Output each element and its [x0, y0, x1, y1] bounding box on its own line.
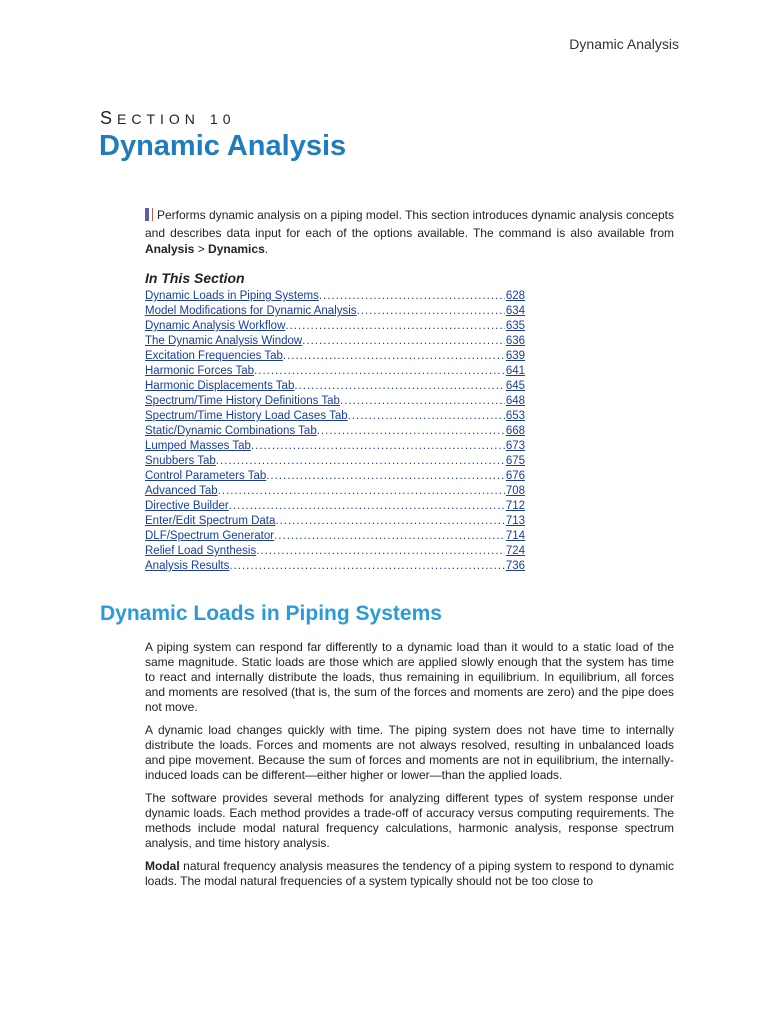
- intro-text: Performs dynamic analysis on a piping model. This section introduces dynamic analysis concepts and describes data input for each of the options available. The command is also available from: [145, 208, 674, 240]
- toc-leader-dots: [274, 529, 505, 544]
- modal-term: Modal: [145, 859, 180, 873]
- toc-entry-page[interactable]: 636: [505, 335, 525, 347]
- toc-entry[interactable]: [145, 424, 525, 439]
- paragraph-4-text: natural frequency analysis measures the tendency of a piping system to respond to dynamic loads. The modal natural frequencies of a system typically should not be too close to: [145, 859, 674, 888]
- toc-entry[interactable]: [145, 484, 525, 499]
- toc-leader-dots: [319, 289, 505, 304]
- subsection-title: Dynamic Loads in Piping Systems: [100, 602, 442, 625]
- toc-entry-page[interactable]: 628: [505, 290, 525, 302]
- toc-leader-dots: [283, 349, 505, 364]
- page-title: Dynamic Analysis: [99, 130, 347, 162]
- toc-entry-page[interactable]: 676: [505, 470, 525, 482]
- toc-entry-title[interactable]: Directive Builder: [145, 500, 229, 512]
- menu-dynamics: Dynamics: [208, 242, 265, 256]
- section-label-rest: ECTION: [117, 111, 200, 127]
- toc-entry-page[interactable]: 675: [505, 455, 525, 467]
- toc-entry[interactable]: [145, 469, 525, 484]
- toc-leader-dots: [218, 484, 505, 499]
- body-text: [145, 640, 674, 897]
- toc-entry-page[interactable]: 635: [505, 320, 525, 332]
- toc-leader-dots: [229, 499, 505, 514]
- toc-entry-title[interactable]: Dynamic Loads in Piping Systems: [145, 290, 319, 302]
- toc-leader-dots: [357, 304, 505, 319]
- toc-entry-page[interactable]: 639: [505, 350, 525, 362]
- intro-paragraph: [145, 207, 674, 257]
- toc-entry[interactable]: [145, 304, 525, 319]
- toc-entry-page[interactable]: 713: [505, 515, 525, 527]
- toc-entry[interactable]: [145, 544, 525, 559]
- toc-entry-page[interactable]: 708: [505, 485, 525, 497]
- toc-entry-page[interactable]: 648: [505, 395, 525, 407]
- toc-leader-dots: [340, 394, 505, 409]
- toc-entry-title[interactable]: Snubbers Tab: [145, 455, 216, 467]
- toc-leader-dots: [256, 544, 505, 559]
- toc-leader-dots: [229, 559, 504, 574]
- toc-leader-dots: [302, 334, 505, 349]
- toc-entry[interactable]: [145, 409, 525, 424]
- toc-entry[interactable]: [145, 319, 525, 334]
- toc-entry[interactable]: [145, 289, 525, 304]
- toc-entry-title[interactable]: Excitation Frequencies Tab: [145, 350, 283, 362]
- toc-entry[interactable]: [145, 499, 525, 514]
- toc-entry-page[interactable]: 673: [505, 440, 525, 452]
- toc-entry-title[interactable]: Dynamic Analysis Workflow: [145, 320, 286, 332]
- toc-leader-dots: [254, 364, 505, 379]
- running-header: Dynamic Analysis: [569, 36, 679, 52]
- toc-list: [145, 289, 525, 574]
- paragraph-4: [145, 859, 674, 889]
- toc-leader-dots: [216, 454, 505, 469]
- toc-entry-title[interactable]: Lumped Masses Tab: [145, 440, 251, 452]
- toc-entry-title[interactable]: Harmonic Forces Tab: [145, 365, 255, 377]
- toc-leader-dots: [251, 439, 505, 454]
- toc-entry-page[interactable]: 653: [505, 410, 525, 422]
- toc-entry-title[interactable]: DLF/Spectrum Generator: [145, 530, 275, 542]
- toc-leader-dots: [348, 409, 505, 424]
- toc-entry-page[interactable]: 714: [505, 530, 525, 542]
- section-label-initial: S: [100, 108, 118, 128]
- toc-entry-title[interactable]: Harmonic Displacements Tab: [145, 380, 295, 392]
- toc-entry-page[interactable]: 736: [505, 560, 525, 572]
- toc-entry-title[interactable]: Model Modifications for Dynamic Analysis: [145, 305, 357, 317]
- toc-entry-title[interactable]: The Dynamic Analysis Window: [145, 335, 303, 347]
- toc-entry[interactable]: [145, 529, 525, 544]
- paragraph-3: The software provides several methods for analyzing different types of system response under dynamic loads. Each method provides a trade-off of accuracy versus computing requirements. The methods include modal natural frequency calculations, harmonic analysis, response spectrum analysis, and time history analysis.: [145, 791, 674, 850]
- toc-heading: In This Section: [145, 270, 245, 286]
- toc-entry[interactable]: [145, 454, 525, 469]
- toc-entry-title[interactable]: Analysis Results: [145, 560, 230, 572]
- toc-leader-dots: [266, 469, 505, 484]
- toc-entry-page[interactable]: 634: [505, 305, 525, 317]
- toc-entry[interactable]: [145, 349, 525, 364]
- toc-entry-title[interactable]: Control Parameters Tab: [145, 470, 267, 482]
- menu-analysis: Analysis: [145, 242, 195, 256]
- toc-entry[interactable]: [145, 379, 525, 394]
- toc-leader-dots: [285, 319, 504, 334]
- analysis-bar-icon: [145, 208, 153, 225]
- toc-entry-page[interactable]: 641: [505, 365, 525, 377]
- section-label: [100, 108, 235, 129]
- toc-entry-title[interactable]: Advanced Tab: [145, 485, 218, 497]
- toc-entry[interactable]: [145, 514, 525, 529]
- toc-entry[interactable]: [145, 394, 525, 409]
- toc-entry-title[interactable]: Enter/Edit Spectrum Data: [145, 515, 276, 527]
- toc-entry[interactable]: [145, 559, 525, 574]
- toc-leader-dots: [317, 424, 505, 439]
- toc-leader-dots: [275, 514, 504, 529]
- toc-entry-page[interactable]: 645: [505, 380, 525, 392]
- toc-entry-page[interactable]: 712: [505, 500, 525, 512]
- toc-entry[interactable]: [145, 334, 525, 349]
- toc-entry-title[interactable]: Spectrum/Time History Load Cases Tab: [145, 410, 348, 422]
- paragraph-1: A piping system can respond far differently to a dynamic load than it would to a static load of the same magnitude. Static loads are those which are applied slowly enough that the system has time to react and internally distribute the loads, thus remaining in equilibrium. In equilibrium, all forces and moments are resolved (that is, the sum of the forces and moments are zero) and the pipe does not move.: [145, 640, 674, 714]
- paragraph-2: A dynamic load changes quickly with time. The piping system does not have time to internally distribute the loads. Forces and moments are not always resolved, resulting in unbalanced loads and pipe movement. Because the sum of forces and moments are not in equilibrium, the internally-induced loads can be different—either higher or lower—than the applied loads.: [145, 723, 674, 782]
- toc-entry-title[interactable]: Relief Load Synthesis: [145, 545, 257, 557]
- toc-entry-title[interactable]: Static/Dynamic Combinations Tab: [145, 425, 317, 437]
- toc-entry[interactable]: [145, 364, 525, 379]
- menu-separator: >: [194, 242, 209, 256]
- toc-entry[interactable]: [145, 439, 525, 454]
- toc-entry-page[interactable]: 668: [505, 425, 525, 437]
- section-number: 10: [209, 111, 236, 127]
- toc-entry-title[interactable]: Spectrum/Time History Definitions Tab: [145, 395, 340, 407]
- toc-entry-page[interactable]: 724: [505, 545, 525, 557]
- intro-end: .: [264, 242, 269, 256]
- toc-leader-dots: [294, 379, 504, 394]
